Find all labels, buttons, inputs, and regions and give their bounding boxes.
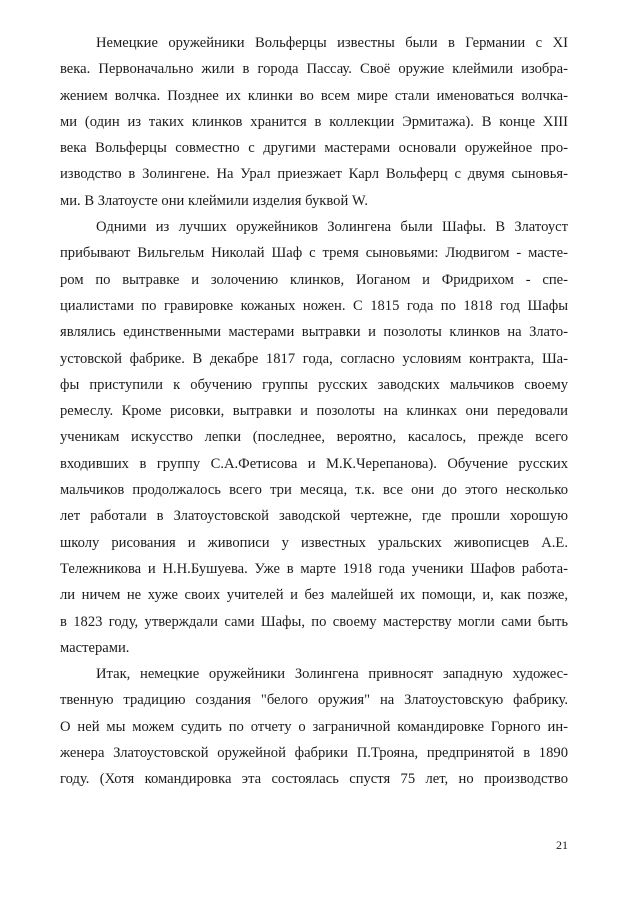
text-line: году. (Хотя командировка эта состоялась спустя 75 лет, но производство — [60, 771, 568, 788]
text-line: Одними из лучших оружейников Золингена были Шафы. В Златоуст — [96, 219, 568, 236]
text-line: О ней мы можем судить по отчету о заграничной командировке Горного ин- — [60, 718, 568, 735]
text-line: в 1823 году, утверждали сами Шафы, по своему мастерству могли сами быть — [60, 613, 568, 630]
text-line: твенную традицию создания "белого оружия" на Златоустовскую фабрику. — [60, 692, 568, 709]
text-line: устовской фабрике. В декабре 1817 года, согласно условиям контракта, Ша- — [60, 350, 568, 367]
text-line: ученикам искусство лепки (последнее, вероятно, касалось, прежде всего — [60, 429, 568, 446]
text-line: ми. В Златоусте они клеймили изделия буквой W. — [60, 192, 368, 209]
text-line: циалистами по гравировке кожаных ножен. С 1815 года по 1818 год Шафы — [60, 297, 568, 314]
text-line: Немецкие оружейники Вольферцы известны были в Германии с XI — [96, 35, 568, 51]
text-line: прибывают Вильгельм Николай Шаф с тремя сыновьями: Людвигом - масте- — [60, 245, 568, 262]
text-line: школу рисования и живописи у известных уральских живописцев А.Е. — [60, 534, 568, 551]
text-line: фы приступили к обучению группы русских заводских мальчиков своему — [60, 376, 568, 393]
body-text — [60, 30, 568, 793]
text-line: являлись единственными мастерами вытравки и позолоты клинков на Злато- — [60, 324, 568, 341]
text-line: ремеслу. Кроме рисовки, вытравки и позолоты на клинках они передовали — [60, 403, 568, 420]
text-line: ми (один из таких клинков хранится в коллекции Эрмитажа). В конце XIII — [60, 113, 568, 130]
text-line: изводство в Золингене. На Урал приезжает Карл Вольферц с двумя сыновья- — [60, 166, 568, 183]
text-line: Тележникова и Н.Н.Бушуева. Уже в марте 1918 года ученики Шафов работа- — [60, 560, 568, 577]
text-line: мастерами. — [60, 639, 130, 656]
text-line: лет работали в Златоустовской заводской чертежне, где прошли хорошую — [60, 508, 568, 525]
text-line: века Вольферцы совместно с другими мастерами основали оружейное про- — [60, 140, 568, 157]
page-number: 21 — [556, 838, 568, 852]
text-line: ром по вытравке и золочению клинков, Иоганом и Фридрихом - спе- — [60, 271, 568, 288]
text-line: жением волчка. Позднее их клинки во всем мире стали именоваться волчка- — [60, 87, 568, 104]
text-line: женера Златоустовской оружейной фабрики П.Трояна, предпринятой в 1890 — [60, 745, 568, 762]
text-line: входивших в группу С.А.Фетисова и М.К.Черепанова). Обучение русских — [60, 455, 568, 472]
text-line: Итак, немецкие оружейники Золингена привносят западную художес- — [96, 666, 568, 683]
text-line: века. Первоначально жили в города Пассау. Своё оружие клеймили изобра- — [60, 61, 568, 78]
text-line: ли ничем не хуже своих учителей и без малейшей их помощи, и, как позже, — [60, 587, 568, 604]
text-line: мальчиков продолжалось всего три месяца, т.к. все они до этого несколько — [60, 482, 568, 499]
